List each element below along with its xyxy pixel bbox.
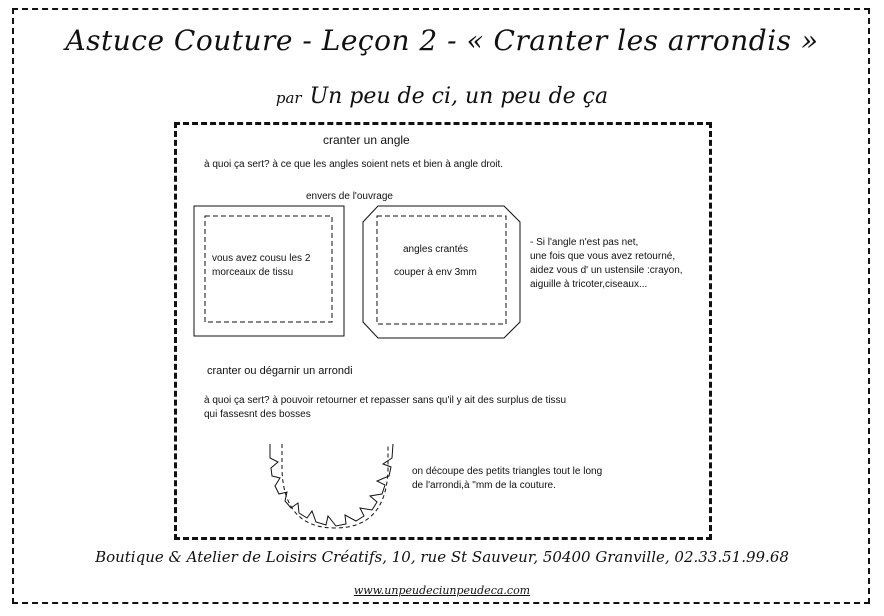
box2-label: angles crantés — [403, 244, 469, 255]
box1-line2: morceaux de tissu — [212, 267, 294, 278]
angle-heading: cranter un angle — [323, 133, 410, 147]
curve-heading: cranter ou dégarnir un arrondi — [207, 365, 353, 377]
notched-curve — [270, 444, 393, 528]
page-title: Astuce Couture - Leçon 2 - « Cranter les arrondis » — [65, 24, 819, 57]
footer-address: Boutique & Atelier de Loisirs Créatifs, 10, rue St Sauveur, 50400 Granville, 02.33.51.99.68 — [95, 548, 789, 566]
box2-cut-note: couper à env 3mm — [394, 267, 477, 278]
footer-url[interactable]: www.unpeudeciunpeudeca.com — [353, 584, 531, 597]
fabric-square-clipped — [363, 206, 520, 338]
brand-name: Un peu de ci, un peu de ça — [309, 84, 609, 109]
curve-question-line1: à quoi ça sert? à pouvoir retourner et repasser sans qu'il y ait des surplus de tissu — [204, 395, 567, 406]
tip-line2: une fois que vous avez retourné, — [530, 251, 676, 262]
curve-note-line1: on découpe des petits triangles tout le long — [412, 466, 603, 477]
curve-note-line2: de l'arrondi,à "mm de la couture. — [412, 480, 556, 491]
angle-question: à quoi ça sert? à ce que les angles soient nets et bien à angle droit. — [204, 159, 504, 170]
curve-question-line2: qui fassesnt des bosses — [204, 409, 311, 420]
subtitle-prefix: par — [275, 89, 302, 107]
tip-line1: - Si l'angle n'est pas net, — [530, 237, 639, 248]
tip-line3: aidez vous d' un ustensile :crayon, — [530, 265, 683, 276]
fabric-square-plain — [194, 206, 344, 336]
envers-label: envers de l'ouvrage — [306, 191, 393, 202]
box1-line1: vous avez cousu les 2 — [212, 253, 311, 264]
tip-line4: aiguille à tricoter,ciseaux... — [530, 279, 648, 290]
